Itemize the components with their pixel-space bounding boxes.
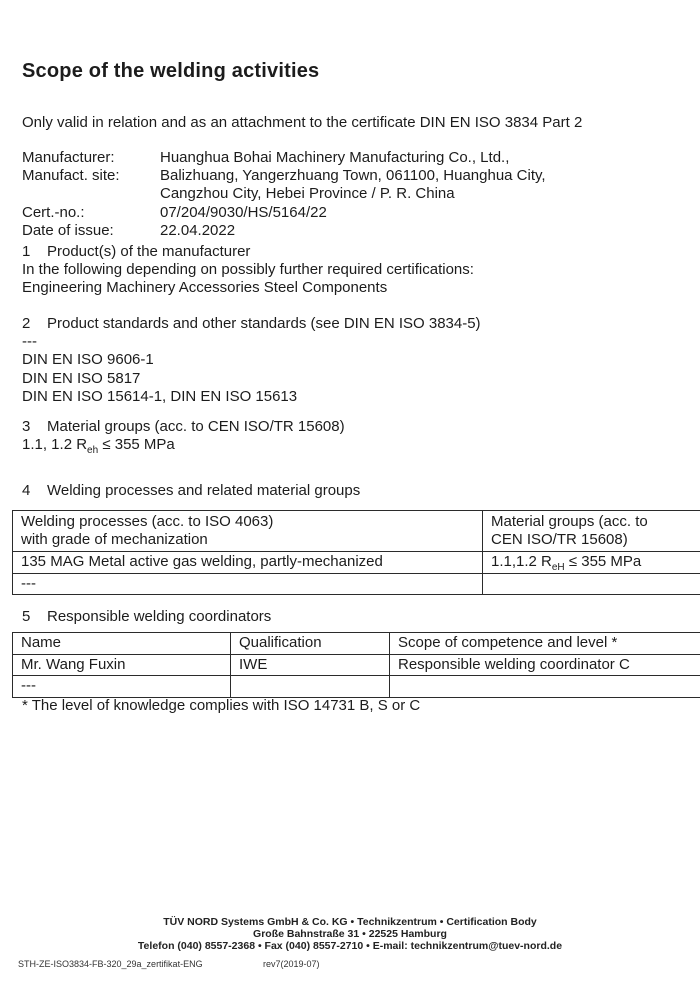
cert-no-value: 07/204/9030/HS/5164/22 bbox=[160, 203, 327, 221]
section-5-coordinators bbox=[22, 608, 680, 626]
section-4-heading bbox=[22, 482, 680, 500]
section-1-line: Engineering Machinery Accessories Steel Components bbox=[22, 279, 388, 297]
document-revision: rev7(2019-07) bbox=[263, 959, 320, 969]
section-5-number: 5 bbox=[22, 608, 31, 625]
table-header-row bbox=[13, 633, 700, 655]
table-row bbox=[13, 552, 700, 574]
section-1-line: In the following depending on possibly further required certifications: bbox=[22, 261, 474, 279]
table-row bbox=[13, 573, 700, 595]
info-row-site-cont bbox=[22, 185, 680, 203]
section-1-heading bbox=[22, 243, 680, 261]
manufacturer-value: Huanghua Bohai Machinery Manufacturing Co., Ltd., bbox=[160, 149, 510, 166]
certification-body-footer bbox=[0, 916, 700, 952]
name-header-cell: Name bbox=[13, 633, 231, 655]
reh-subscript: eh bbox=[87, 445, 99, 457]
table-row bbox=[13, 676, 700, 698]
section-5-title: Responsible welding coordinators bbox=[47, 608, 272, 625]
info-row-site bbox=[22, 167, 680, 185]
material-cell bbox=[483, 573, 700, 595]
section-3-number: 3 bbox=[22, 418, 31, 435]
info-row-certno bbox=[22, 204, 680, 222]
name-cell: Mr. Wang Fuxin bbox=[13, 654, 231, 676]
material-cell: 1.1,1.2 $R_{eH} \le 355$ MPa bbox=[483, 552, 700, 574]
section-3-material-groups bbox=[22, 418, 680, 457]
reh-subscript: eH bbox=[551, 562, 565, 573]
material-groups-header-cell: Material groups (acc. to CEN ISO/TR 15608) bbox=[483, 511, 700, 552]
document-title: Scope of the welding activities bbox=[22, 60, 320, 82]
section-4-welding-processes bbox=[22, 482, 680, 500]
table-row bbox=[13, 654, 700, 676]
section-1-products bbox=[22, 243, 680, 298]
section-2-line: --- bbox=[22, 333, 37, 351]
scope-cell: Responsible welding coordinator C bbox=[390, 654, 700, 676]
date-of-issue-label: Date of issue: bbox=[22, 221, 114, 239]
section-2-line: DIN EN ISO 9606-1 bbox=[22, 351, 154, 369]
manufacturer-info-block bbox=[22, 149, 680, 240]
section-4-title: Welding processes and related material groups bbox=[47, 482, 361, 499]
section-2-line: DIN EN ISO 15614-1, DIN EN ISO 15613 bbox=[22, 387, 298, 405]
manufact-site-value: Balizhuang, Yangerzhuang Town, 061100, Huanghua City, bbox=[160, 167, 546, 185]
manufact-site-value-cont: Cangzhou City, Hebei Province / P. R. China bbox=[160, 185, 455, 203]
name-cell: --- bbox=[13, 676, 231, 698]
qualification-cell bbox=[231, 676, 390, 698]
section-3-heading bbox=[22, 418, 680, 436]
section-2-heading bbox=[22, 315, 680, 333]
section-2-title: Product standards and other standards (see DIN EN ISO 3834-5) bbox=[47, 315, 481, 332]
welding-processes-table bbox=[12, 510, 700, 595]
section-2-standards bbox=[22, 315, 680, 406]
process-cell: 135 MAG Metal active gas welding, partly-mechanized bbox=[13, 552, 483, 574]
section-4-number: 4 bbox=[22, 482, 31, 499]
knowledge-level-footnote: * The level of knowledge complies with ISO 14731 B, S or C bbox=[22, 697, 421, 714]
qualification-header-cell: Qualification bbox=[231, 633, 390, 655]
info-row-date bbox=[22, 222, 680, 240]
empty-label bbox=[22, 185, 160, 203]
section-1-title: Product(s) of the manufacturer bbox=[47, 243, 251, 260]
section-2-line: DIN EN ISO 5817 bbox=[22, 369, 141, 387]
section-5-heading bbox=[22, 608, 680, 626]
footer-contact-line: Telefon (040) 8557-2368 • Fax (040) 8557-2710 • E-mail: technikzentrum@tuev-nord.de bbox=[137, 940, 563, 952]
table-header-row bbox=[13, 511, 700, 552]
document-reference-code: STH-ZE-ISO3834-FB-320_29a_zertifikat-ENG bbox=[18, 959, 203, 969]
section-3-value: 1.1, 1.2 $R_{eh} \le 355$ MPa bbox=[22, 436, 175, 457]
info-row-manufacturer bbox=[22, 149, 680, 167]
scope-header-cell: Scope of competence and level * bbox=[390, 633, 700, 655]
qualification-cell: IWE bbox=[231, 654, 390, 676]
section-3-title: Material groups (acc. to CEN ISO/TR 15608) bbox=[47, 418, 345, 435]
manufact-site-label: Manufact. site: bbox=[22, 167, 120, 185]
manufacturer-label: Manufacturer: bbox=[22, 149, 115, 166]
cert-no-label: Cert.-no.: bbox=[22, 203, 85, 221]
footer-company-line: TÜV NORD Systems GmbH & Co. KG • Technikzentrum • Certification Body bbox=[163, 916, 537, 928]
process-cell: --- bbox=[13, 573, 483, 595]
validity-note: Only valid in relation and as an attachment to the certificate DIN EN ISO 3834 Part 2 bbox=[22, 114, 583, 131]
coordinators-table bbox=[12, 632, 700, 698]
section-2-number: 2 bbox=[22, 315, 31, 332]
welding-processes-header-cell: Welding processes (acc. to ISO 4063) with grade of mechanization bbox=[13, 511, 483, 552]
section-1-number: 1 bbox=[22, 243, 31, 260]
scope-cell bbox=[390, 676, 700, 698]
date-of-issue-value: 22.04.2022 bbox=[160, 221, 236, 239]
footer-address-line: Große Bahnstraße 31 • 22525 Hamburg bbox=[253, 928, 447, 940]
